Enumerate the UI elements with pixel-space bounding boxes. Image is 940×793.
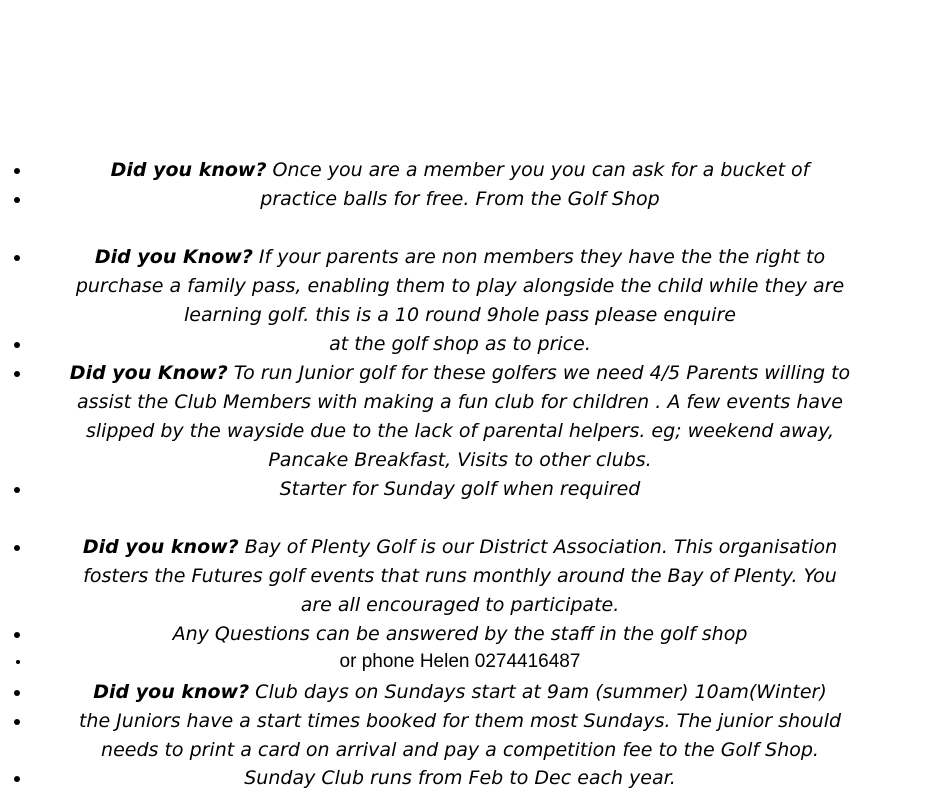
bullet-icon (14, 690, 20, 696)
line-text (30, 647, 890, 676)
bullet-line (0, 533, 940, 562)
line-text (30, 620, 890, 649)
did-you-know-label: Did you Know? (94, 246, 253, 268)
did-you-know-label: Did you know? (110, 159, 267, 181)
text-line (0, 562, 940, 591)
bullet-line (0, 620, 940, 649)
line-body: slipped by the wayside due to the lack of parental helpers. eg; weekend away, (85, 420, 835, 442)
line-body: purchase a family pass, enabling them to play alongside the child while they are (75, 275, 845, 297)
bullet-line (0, 330, 940, 359)
bullet-icon (14, 632, 20, 638)
line-text (30, 475, 890, 504)
line-body: To run Junior golf for these golfers we need 4/5 Parents willing to (227, 362, 851, 384)
text-line (0, 417, 940, 446)
line-body: assist the Club Members with making a fun club for children . A few events have (77, 391, 843, 413)
bullet-line (0, 243, 940, 272)
line-text (30, 736, 890, 765)
bullet-line (0, 764, 940, 793)
text-line (0, 736, 940, 765)
bullet-icon (14, 255, 20, 261)
bullet-line (0, 647, 940, 676)
bullet-line (0, 707, 940, 736)
line-body: Once you are a member you you can ask for a bucket of (266, 159, 810, 181)
line-body: If your parents are non members they have the the right to (252, 246, 826, 268)
text-line (0, 591, 940, 620)
bullet-icon (14, 168, 20, 174)
line-text (30, 707, 890, 736)
text-line (0, 388, 940, 417)
line-text (30, 330, 890, 359)
bullet-icon (14, 776, 20, 782)
line-text (30, 272, 890, 301)
line-body: learning golf. this is a 10 round 9hole pass please enquire (184, 304, 736, 326)
line-text (30, 359, 890, 388)
line-text (30, 764, 890, 793)
text-line (0, 301, 940, 330)
did-you-know-label: Did you know? (82, 536, 239, 558)
bullet-line (0, 678, 940, 707)
line-text (30, 301, 890, 330)
line-body: Bay of Plenty Golf is our District Association. This organisation (238, 536, 838, 558)
line-body: at the golf shop as to price. (329, 333, 591, 355)
line-text (30, 243, 890, 272)
bullet-line (0, 475, 940, 504)
line-text (30, 417, 890, 446)
line-text (30, 388, 890, 417)
line-body: Any Questions can be answered by the staff in the golf shop (172, 623, 748, 645)
bullet-icon (14, 342, 20, 348)
bullet-icon (14, 197, 20, 203)
phone-line: or phone Helen 0274416487 (339, 651, 581, 672)
line-text (30, 533, 890, 562)
bullet-icon (14, 371, 20, 377)
line-text (30, 591, 890, 620)
bullet-line (0, 185, 940, 214)
did-you-know-label: Did you Know? (69, 362, 228, 384)
text-line (0, 272, 940, 301)
line-body: Sunday Club runs from Feb to Dec each year. (244, 767, 676, 789)
bullet-line (0, 156, 940, 185)
bullet-line (0, 359, 940, 388)
line-body: the Juniors have a start times booked for them most Sundays. The junior should (78, 710, 842, 732)
line-text (30, 678, 890, 707)
line-body: practice balls for free. From the Golf Shop (260, 188, 660, 210)
line-body: Starter for Sunday golf when required (279, 478, 641, 500)
bullet-icon (14, 487, 20, 493)
line-text (30, 156, 890, 185)
line-body: Club days on Sundays start at 9am (summer) 10am(Winter) (249, 681, 827, 703)
bullet-icon (16, 660, 20, 664)
did-you-know-label: Did you know? (93, 681, 250, 703)
bullet-icon (14, 719, 20, 725)
text-line (0, 446, 940, 475)
line-text (30, 446, 890, 475)
line-body: are all encouraged to participate. (300, 594, 620, 616)
line-text (30, 562, 890, 591)
bullet-icon (14, 545, 20, 551)
line-body: Pancake Breakfast, Visits to other clubs. (268, 449, 652, 471)
line-body: fosters the Futures golf events that runs monthly around the Bay of Plenty. You (83, 565, 837, 587)
line-body: needs to print a card on arrival and pay a competition fee to the Golf Shop. (101, 739, 819, 761)
line-text (30, 185, 890, 214)
